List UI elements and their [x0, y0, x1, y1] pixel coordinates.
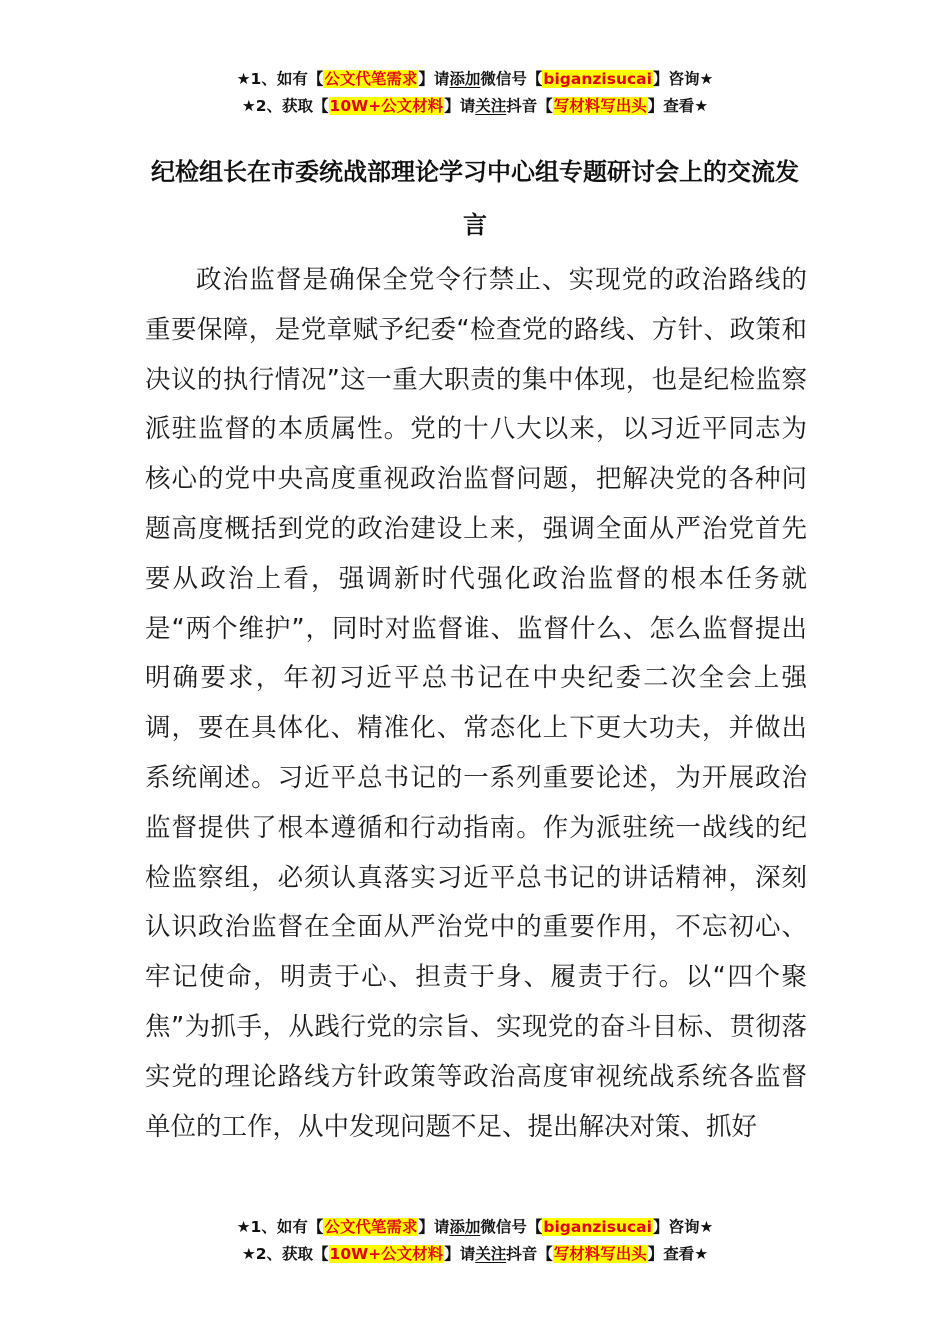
body-paragraph: 政治监督是确保全党令行禁止、实现党的政治路线的重要保障，是党章赋予纪委“检查党的路线、方针、政策和决议的执行情况”这一重大职责的集中体现，也是纪检监察派驻监督的本质属性。党的十八大以来，以习近平同志为核心的党中央高度重视政治监督问题，把解决党的各种问题高度概括到党的政治建设上来，强调全面从严治党首先要从政治上看，强调新时代强化政治监督的根本任务就是“两个维护”，同时对监督谁、监督什么、怎么监督提出明确要求，年初习近平总书记在中央纪委二次全会上强调，要在具体化、精准化、常态化上下更大功夫，并做出系统阐述。习近平总书记的一系列重要论述，为开展政治监督提供了根本遵循和行动指南。作为派驻统一战线的纪检监察组，必须认真落实习近平总书记的讲话精神，深刻认识政治监督在全面从严治党中的重要作用，不忘初心、牢记使命，明责于心、担责于身、履责于行。以“四个聚焦”为抓手，从践行党的宗旨、实现党的奋斗目标、贯彻落实党的理论路线方针政策等政治高度审视统战系统各监督单位的工作，从中发现问题不足、提出解决对策、抓好: [145, 265, 807, 1142]
promo-underlined: 关注: [475, 1245, 507, 1263]
promo-highlight: 公文代笔需求: [324, 70, 418, 88]
footer-promo-banner: [0, 1214, 950, 1268]
promo-underlined: 关注: [475, 97, 507, 115]
promo-text: 】请: [418, 70, 450, 88]
promo-text: 】请: [444, 1245, 476, 1263]
promo-line-1: [0, 1214, 950, 1241]
promo-text: ★1、如有【: [236, 1218, 324, 1236]
promo-line-2: [0, 1241, 950, 1268]
promo-highlight: 写材料写出头: [553, 97, 647, 115]
promo-highlight: 公文代笔需求: [324, 1218, 418, 1236]
promo-line-1: [0, 66, 950, 93]
promo-text: 抖音【: [506, 97, 553, 115]
promo-text: 微信号【: [480, 1218, 543, 1236]
promo-highlight: biganzisucai: [543, 70, 652, 88]
promo-text: 】查看★: [647, 1245, 709, 1263]
promo-text: 】请: [444, 97, 476, 115]
promo-line-2: [0, 93, 950, 120]
promo-text: 】咨询★: [652, 1218, 714, 1236]
promo-text: ★2、获取【: [241, 97, 329, 115]
promo-highlight: 10W+公文材料: [329, 97, 444, 115]
promo-text: 】查看★: [647, 97, 709, 115]
promo-underlined: 添加: [449, 70, 481, 88]
promo-text: 抖音【: [506, 1245, 553, 1263]
promo-text: 微信号【: [480, 70, 543, 88]
promo-highlight: biganzisucai: [543, 1218, 652, 1236]
promo-highlight: 10W+公文材料: [329, 1245, 444, 1263]
promo-underlined: 添加: [449, 1218, 481, 1236]
header-promo-banner: [0, 66, 950, 120]
promo-text: 】请: [418, 1218, 450, 1236]
promo-highlight: 写材料写出头: [553, 1245, 647, 1263]
promo-text: 】咨询★: [652, 70, 714, 88]
promo-text: ★1、如有【: [236, 70, 324, 88]
document-title: 纪检组长在市委统战部理论学习中心组专题研讨会上的交流发言: [151, 158, 799, 239]
promo-text: ★2、获取【: [241, 1245, 329, 1263]
